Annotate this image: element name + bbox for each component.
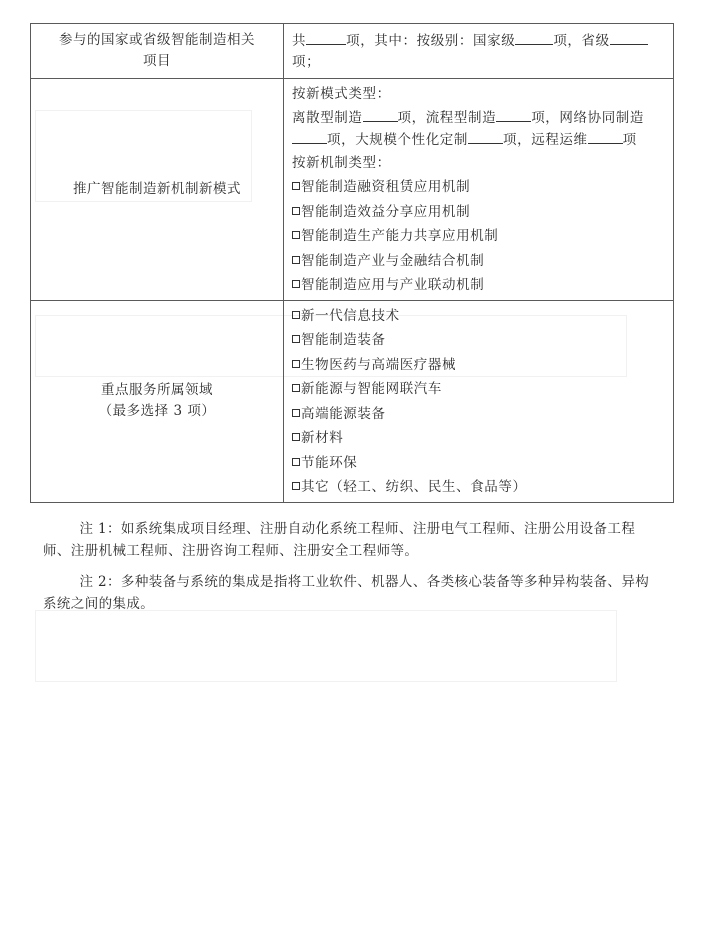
checkbox-icon[interactable] — [292, 182, 300, 190]
blank-discrete-count[interactable] — [363, 120, 398, 122]
checkbox-icon[interactable] — [292, 256, 300, 264]
suffix: 项， — [503, 131, 532, 148]
table-row-projects — [31, 24, 674, 79]
checkbox-label: 新能源与智能网联汽车 — [301, 381, 442, 397]
blank-network-count[interactable] — [292, 142, 327, 144]
suffix: 项， — [327, 131, 356, 148]
text-total-prefix: 共 — [292, 33, 307, 49]
mode-process: 流程型制造 — [425, 109, 497, 126]
checkbox-label: 智能制造融资租赁应用机制 — [301, 179, 471, 195]
label-new-mechanisms-modes: 推广智能制造新机制新模式 — [31, 79, 284, 301]
label-line: 参与的国家或省级智能制造相关 — [59, 32, 255, 48]
mode-discrete: 离散型制造 — [292, 109, 363, 126]
checkbox-item-finance[interactable] — [292, 249, 667, 274]
checkbox-label: 智能制造效益分享应用机制 — [301, 203, 471, 220]
checkbox-label: 智能制造产业与金融结合机制 — [301, 252, 485, 269]
table-row-service-fields — [31, 300, 674, 502]
checkbox-icon[interactable] — [292, 231, 300, 239]
mode-remote-ops: 远程运维 — [531, 131, 588, 148]
mechanism-type-heading: 按新机制类型： — [292, 154, 391, 171]
checkbox-label: 新一代信息技术 — [301, 307, 400, 324]
checkbox-item-industry-linkage[interactable] — [292, 273, 667, 298]
mode-network-collab: 网络协同制造 — [559, 109, 645, 126]
projects-count-cell — [284, 24, 674, 79]
mechanisms-modes-cell — [284, 79, 674, 301]
checkbox-item-biomed[interactable] — [292, 353, 667, 378]
mode-type-heading: 按新模式类型： — [292, 86, 391, 102]
checkbox-label: 生物医药与高端医疗器械 — [301, 356, 457, 373]
checkbox-icon[interactable] — [292, 482, 300, 490]
text-items-end: 项； — [292, 54, 321, 70]
checkbox-label: 高端能源装备 — [301, 405, 386, 422]
blank-process-count[interactable] — [496, 120, 531, 122]
label-related-projects — [31, 24, 284, 79]
checkbox-item-nev[interactable] — [292, 377, 667, 402]
checkbox-icon[interactable] — [292, 280, 300, 288]
label-hint: （最多选择 3 项） — [98, 403, 216, 419]
checkbox-item-materials[interactable] — [292, 426, 667, 451]
note-2: 注 2：多种装备与系统的集成是指将工业软件、机器人、各类核心装备等多种异构装备、异构系统之间的集成。 — [43, 574, 650, 612]
checkbox-item-leasing[interactable] — [292, 175, 667, 200]
table-row-new-mechanisms — [31, 79, 674, 301]
checkbox-item-capacity-sharing[interactable] — [292, 224, 667, 249]
text-provincial: 项，省级 — [553, 33, 610, 49]
project-info-table — [30, 23, 674, 503]
checkbox-icon[interactable] — [292, 458, 300, 466]
blank-remote-count[interactable] — [588, 142, 623, 144]
checkbox-item-energy-equipment[interactable] — [292, 402, 667, 427]
mode-type-list — [292, 107, 667, 151]
label-line: 重点服务所属领域 — [101, 382, 213, 398]
checkbox-item-equipment[interactable] — [292, 328, 667, 353]
note-1: 注 1：如系统集成项目经理、注册自动化系统工程师、注册电气工程师、注册公用设备工程师、注册机械工程师、注册咨询工程师、注册安全工程师等。 — [43, 521, 636, 559]
blank-provincial-count[interactable] — [610, 43, 648, 45]
suffix: 项， — [531, 109, 560, 126]
checkbox-icon[interactable] — [292, 384, 300, 392]
checkbox-item-other[interactable] — [292, 475, 667, 500]
label-line: 项目 — [143, 53, 171, 69]
suffix: 项 — [622, 131, 637, 148]
checkbox-label: 新材料 — [301, 430, 344, 446]
checkbox-icon[interactable] — [292, 207, 300, 215]
checkbox-item-eco[interactable] — [292, 451, 667, 476]
checkbox-label: 智能制造生产能力共享应用机制 — [301, 228, 499, 244]
checkbox-item-it[interactable] — [292, 304, 667, 329]
checkbox-label: 其它（轻工、纺织、民生、食品等） — [301, 479, 527, 495]
blank-customization-count[interactable] — [468, 142, 503, 144]
checkbox-label: 智能制造装备 — [301, 332, 386, 348]
suffix: 项， — [397, 109, 426, 126]
checkbox-icon[interactable] — [292, 433, 300, 441]
blank-national-count[interactable] — [515, 43, 553, 45]
checkbox-icon[interactable] — [292, 311, 300, 319]
checkbox-label: 节能环保 — [301, 454, 358, 471]
label-service-fields — [31, 300, 284, 502]
checkbox-icon[interactable] — [292, 360, 300, 368]
footnotes — [43, 518, 663, 624]
checkbox-icon[interactable] — [292, 335, 300, 343]
blank-total-count[interactable] — [306, 43, 346, 45]
checkbox-icon[interactable] — [292, 409, 300, 417]
checkbox-item-benefit-sharing[interactable] — [292, 200, 667, 225]
mode-mass-customization: 大规模个性化定制 — [355, 131, 469, 148]
text-by-level: 项，其中：按级别：国家级 — [346, 33, 516, 49]
service-fields-cell — [284, 300, 674, 502]
checkbox-label: 智能制造应用与产业联动机制 — [301, 277, 485, 293]
